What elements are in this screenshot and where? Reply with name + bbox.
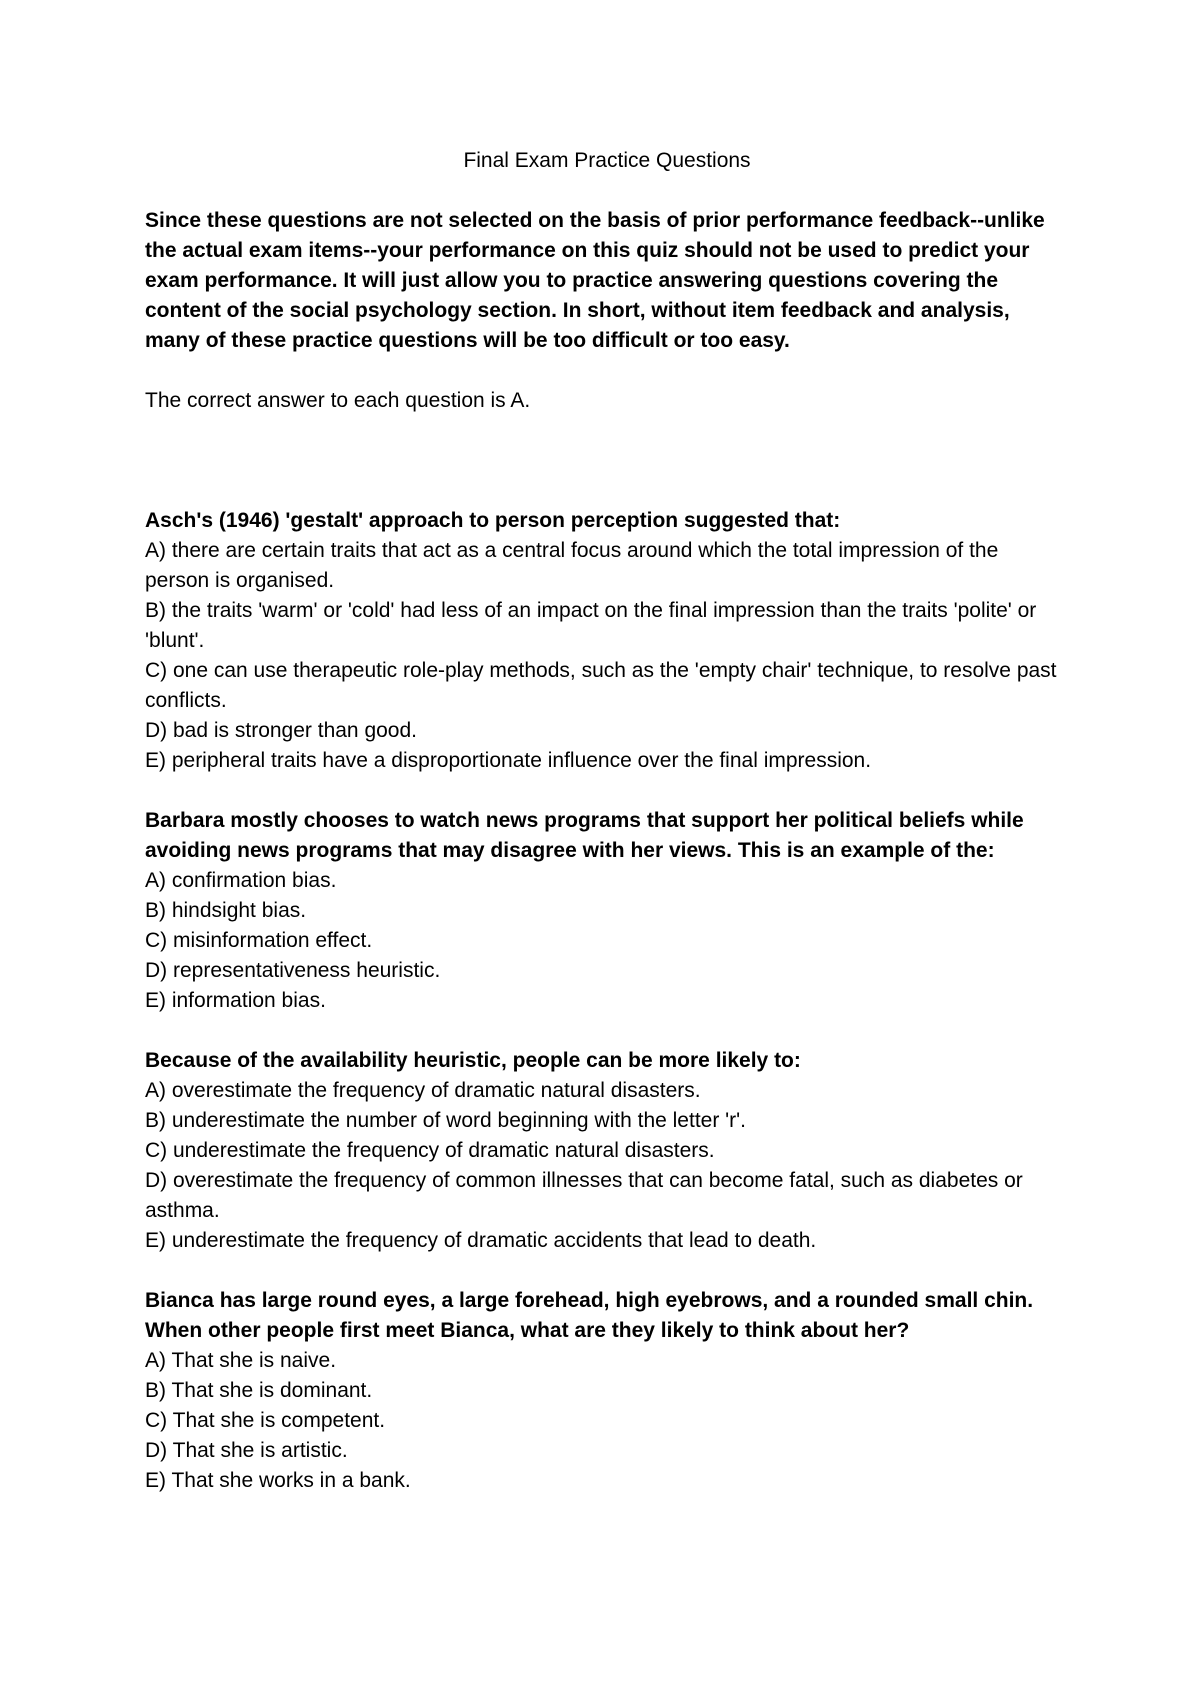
question-stem: Barbara mostly chooses to watch news programs that support her political beliefs while avoiding news programs that may disagree with her views. This is an example of the: (145, 809, 1024, 862)
answer-option-e: E) peripheral traits have a disproportionate influence over the final impression. (145, 749, 872, 772)
question-4 (145, 1286, 1065, 1496)
answer-option-b: B) That she is dominant. (145, 1379, 373, 1402)
answer-option-b: B) hindsight bias. (145, 899, 307, 922)
answer-option-a: A) there are certain traits that act as a central focus around which the total impression of the person is organised. (145, 539, 999, 592)
question-stem: Bianca has large round eyes, a large forehead, high eyebrows, and a rounded small chin. When other people first meet Bianca, what are they likely to think about her? (145, 1289, 1034, 1342)
document-content (145, 146, 1065, 1526)
answer-option-d: D) That she is artistic. (145, 1439, 348, 1462)
answer-option-e: E) That she works in a bank. (145, 1469, 411, 1492)
answer-option-a: A) confirmation bias. (145, 869, 337, 892)
answer-option-e: E) underestimate the frequency of dramatic accidents that lead to death. (145, 1229, 817, 1252)
question-3 (145, 1046, 1065, 1256)
answer-option-b: B) underestimate the number of word beginning with the letter 'r'. (145, 1109, 747, 1132)
question-stem: Because of the availability heuristic, people can be more likely to: (145, 1049, 801, 1072)
answer-option-a: A) overestimate the frequency of dramatic natural disasters. (145, 1079, 701, 1102)
answer-option-d: D) representativeness heuristic. (145, 959, 441, 982)
answer-option-e: E) information bias. (145, 989, 326, 1012)
answer-option-b: B) the traits 'warm' or 'cold' had less of an impact on the final impression than the traits 'polite' or 'blunt'. (145, 599, 1037, 652)
answer-option-a: A) That she is naive. (145, 1349, 337, 1372)
question-1 (145, 506, 1065, 776)
document-title: Final Exam Practice Questions (463, 149, 751, 172)
answer-option-d: D) bad is stronger than good. (145, 719, 417, 742)
question-2 (145, 806, 1065, 1016)
answer-option-c: C) underestimate the frequency of dramatic natural disasters. (145, 1139, 715, 1162)
answer-note: The correct answer to each question is A. (145, 389, 531, 412)
answer-option-c: C) misinformation effect. (145, 929, 373, 952)
answer-option-c: C) one can use therapeutic role-play methods, such as the 'empty chair' technique, to resolve past conflicts. (145, 659, 1057, 712)
intro-paragraph: Since these questions are not selected on the basis of prior performance feedback--unlike the actual exam items--your performance on this quiz should not be used to predict your exam performance. It will just allow you to practice answering questions covering the content of the social psychology section. In short, without item feedback and analysis, many of these practice questions will be too difficult or too easy. (145, 209, 1045, 352)
answer-option-d: D) overestimate the frequency of common illnesses that can become fatal, such as diabetes or asthma. (145, 1169, 1023, 1222)
question-stem: Asch's (1946) 'gestalt' approach to person perception suggested that: (145, 509, 841, 532)
answer-option-c: C) That she is competent. (145, 1409, 386, 1432)
